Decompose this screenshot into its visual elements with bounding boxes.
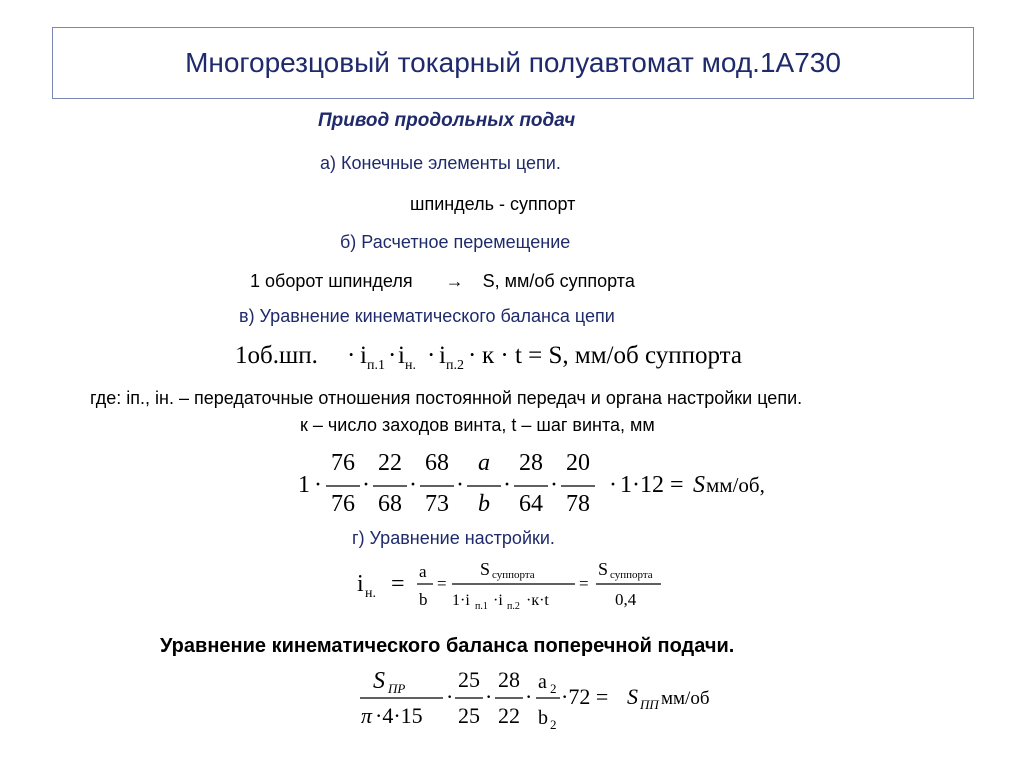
equation-kinematic-balance bbox=[230, 335, 830, 385]
eq2-frac-dot-3: · bbox=[503, 472, 511, 498]
eq4-frac-dot-0: · bbox=[485, 684, 493, 709]
svg-text:·: · bbox=[525, 684, 533, 709]
eq4-S-sub: ПР bbox=[388, 681, 406, 696]
eq2-frac-num-0: 76 bbox=[331, 450, 355, 476]
eq3-S2-sub: суппорта bbox=[610, 569, 653, 581]
eq3-i-sub: н. bbox=[365, 586, 376, 601]
eq1-sub-p2: п.2 bbox=[446, 358, 464, 373]
cross-feed-heading: Уравнение кинематического баланса поперечной подачи. bbox=[160, 635, 735, 657]
eq3-den-p2: п.2 bbox=[507, 601, 520, 612]
eq1-sub-n: н. bbox=[405, 358, 416, 373]
eq2-frac-dot-4: · bbox=[550, 472, 558, 498]
item-g: г) Уравнение настройки. bbox=[352, 528, 555, 548]
eq1-i-n: i bbox=[398, 342, 405, 369]
eq4-den: ·4·15 bbox=[375, 703, 423, 728]
item-a: а) Конечные элементы цепи. bbox=[320, 153, 561, 173]
eq4-a-sub: 2 bbox=[550, 681, 557, 696]
eq2-frac-den-1: 68 bbox=[378, 491, 402, 517]
equation-cross-feed bbox=[355, 660, 775, 738]
page-title: Многорезцовый токарный полуавтомат мод.1А730 bbox=[185, 47, 841, 78]
eq2-frac-dot-0: · bbox=[362, 472, 370, 498]
eq2-tail: 1·12 = bbox=[620, 472, 684, 498]
eq2-frac-den-2: 73 bbox=[425, 491, 449, 517]
equation-setup bbox=[355, 553, 685, 615]
eq1-start: 1об.шп. bbox=[235, 342, 318, 369]
arrow-icon: → bbox=[445, 271, 464, 291]
eq4-S-pp: S bbox=[627, 684, 638, 709]
eq3-b: b bbox=[419, 590, 428, 609]
eq2-fractions bbox=[326, 450, 595, 517]
eq2-frac-dot-2: · bbox=[456, 472, 464, 498]
eq4-unit: мм/об bbox=[661, 688, 710, 709]
eq4-S-pp-sub: ПП bbox=[640, 697, 659, 712]
chain-ends: шпиндель - суппорт bbox=[410, 194, 576, 214]
item-v: в) Уравнение кинематического баланса цепи bbox=[239, 306, 615, 326]
movement-left: 1 оборот шпинделя bbox=[250, 271, 413, 291]
eq3-den-p1: п.1 bbox=[475, 601, 488, 612]
eq4-frac-num-1: 28 bbox=[498, 667, 520, 692]
eq3-den-2: 0,4 bbox=[615, 590, 637, 609]
movement-line bbox=[250, 271, 635, 292]
eq3-den-mid: ·i bbox=[493, 592, 503, 609]
equation-gear-chain bbox=[290, 448, 790, 523]
eq3-a: a bbox=[419, 562, 427, 581]
pi-symbol: π bbox=[361, 703, 373, 728]
eq1-i-p1: i bbox=[360, 342, 367, 369]
eq2-frac-num-1: 22 bbox=[378, 450, 402, 476]
eq4-S: S bbox=[373, 668, 385, 694]
eq4-tail: ·72 = bbox=[561, 684, 609, 709]
eq4-frac-den-0: 25 bbox=[458, 703, 480, 728]
eq3-eq3: = bbox=[579, 574, 589, 593]
svg-text:·: · bbox=[609, 472, 617, 498]
eq3-i: i bbox=[357, 571, 364, 597]
svg-text:·: · bbox=[468, 342, 477, 369]
where-line-1: где: iп., iн. – передаточные отношения постоянной передач и органа настройки цепи. bbox=[90, 388, 803, 408]
svg-text:·: · bbox=[314, 472, 322, 498]
eq2-frac-den-5: 78 bbox=[566, 491, 590, 517]
eq2-lead: 1 bbox=[298, 472, 310, 498]
svg-text:·: · bbox=[427, 342, 436, 369]
eq2-frac-num-3: a bbox=[478, 450, 490, 476]
where-line-2: к – число заходов винта, t – шаг винта, мм bbox=[300, 415, 655, 435]
eq3-den-1: 1·i bbox=[452, 592, 470, 609]
eq1-sub-p1: п.1 bbox=[367, 358, 385, 373]
eq2-S: S bbox=[693, 472, 705, 498]
eq2-frac-num-2: 68 bbox=[425, 450, 449, 476]
eq2-frac-dot-1: · bbox=[409, 472, 417, 498]
svg-text:·: · bbox=[347, 342, 356, 369]
eq2-frac-den-3: b bbox=[478, 491, 490, 517]
eq4-fractions bbox=[455, 667, 523, 728]
eq3-S2: S bbox=[598, 559, 609, 579]
eq3-S: S bbox=[480, 559, 491, 579]
eq3-S-sub: суппорта bbox=[492, 569, 535, 581]
eq2-frac-den-4: 64 bbox=[519, 491, 543, 517]
eq2-frac-num-4: 28 bbox=[519, 450, 543, 476]
eq4-b-sub: 2 bbox=[550, 717, 557, 732]
eq2-unit: мм/об, bbox=[706, 473, 765, 497]
eq4-a: a bbox=[538, 671, 547, 693]
eq2-frac-num-5: 20 bbox=[566, 450, 590, 476]
item-b: б) Расчетное перемещение bbox=[340, 232, 571, 252]
svg-text:·: · bbox=[388, 342, 397, 369]
section-heading: Привод продольных подач bbox=[318, 110, 576, 131]
title-box bbox=[52, 27, 974, 99]
eq3-den-tail: ·к·t bbox=[526, 592, 549, 609]
eq3-eq2: = bbox=[437, 574, 447, 593]
svg-text:·: · bbox=[446, 684, 454, 709]
eq4-b: b bbox=[538, 707, 548, 729]
eq1-i-p2: i bbox=[439, 342, 446, 369]
movement-right: S, мм/об суппорта bbox=[482, 271, 635, 291]
eq4-frac-num-0: 25 bbox=[458, 667, 480, 692]
eq4-frac-den-1: 22 bbox=[498, 703, 520, 728]
eq3-eq1: = bbox=[391, 571, 405, 597]
eq2-frac-den-0: 76 bbox=[331, 491, 355, 517]
eq1-tail: к · t = S, мм/об суппорта bbox=[482, 342, 742, 369]
